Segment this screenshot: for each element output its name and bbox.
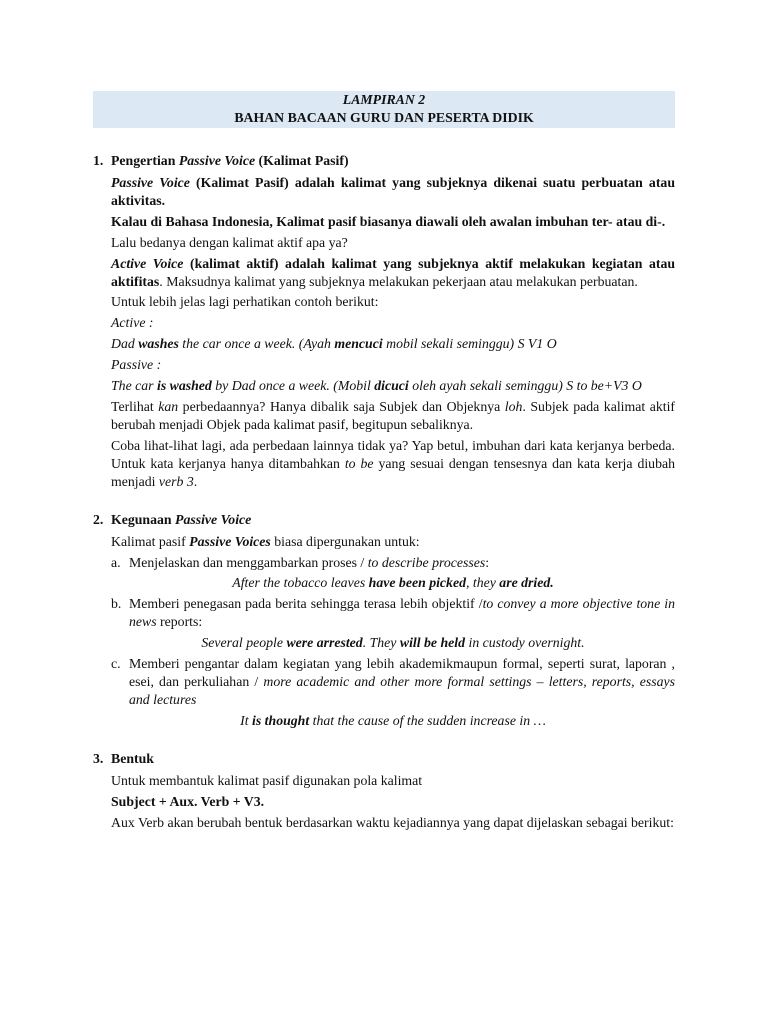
section-title: Kegunaan Passive Voice: [111, 511, 252, 527]
section-number: 1.: [93, 153, 104, 168]
paragraph-explanation: Terlihat kan perbedaannya? Hanya dibalik saja Subjek dan Objeknya loh. Subjek pada kalimat aktif berubah menjadi Objek pada kalimat pasif, begitupun sebaliknya.: [111, 399, 675, 432]
list-marker: c.: [111, 656, 121, 672]
list-marker: b.: [111, 596, 122, 612]
section-form: [93, 750, 675, 832]
paragraph-active-definition: Active Voice (kalimat aktif) adalah kalimat yang subjeknya aktif melakukan kegiatan atau aktifitas. Maksudnya kalimat yang subjeknya melakukan pekerjaan atau melakukan perbuatan.: [111, 255, 676, 289]
paragraph-verb-change: Coba lihat-lihat lagi, ada perbedaan lainnya tidak ya? Yap betul, imbuhan dari kata kerjanya berbeda. Untuk kata kerjanya hanya ditambahkan to be yang sesuai dengan tensesnya dan kata kerja diubah menjadi verb 3.: [111, 437, 675, 489]
example-sentence: Several people were arrested. They will be held in custody overnight.: [201, 635, 585, 651]
section-title: Pengertian Passive Voice (Kalimat Pasif): [111, 153, 349, 168]
header-title: BAHAN BACAAN GURU DAN PESERTA DIDIK: [234, 110, 534, 126]
example-sentence: After the tobacco leaves have been picked, they are dried.: [232, 575, 554, 591]
paragraph-pattern: Subject + Aux. Verb + V3.: [111, 793, 265, 809]
list-item: [111, 655, 675, 709]
paragraph-usage-intro: Kalimat pasif Passive Voices biasa dipergunakan untuk:: [111, 533, 420, 549]
section-definition: [93, 152, 675, 491]
list-item-text: Menjelaskan dan menggambarkan proses / to describe processes:: [129, 554, 490, 570]
section-heading: [93, 511, 675, 529]
section-usage: [93, 511, 675, 730]
section-content: [111, 174, 675, 491]
list-item-text: Memberi pengantar dalam kegiatan yang lebih akademikmaupun formal, seperti surat, laporan , esei, dan perkuliahan / more academic and other more formal settings – letters, reports, essays and lectures: [129, 656, 676, 707]
list-marker: a.: [111, 554, 121, 570]
section-number: 3.: [93, 750, 104, 766]
paragraph-question: Lalu bedanya dengan kalimat aktif apa ya?: [111, 234, 348, 250]
paragraph-passive-definition: Passive Voice (Kalimat Pasif) adalah kalimat yang subjeknya dikenai suatu perbuatan atau aktivitas.: [111, 174, 675, 208]
document-header: [93, 91, 675, 128]
document-body: [93, 152, 675, 852]
paragraph-aux-verb: Aux Verb akan berubah bentuk berdasarkan waktu kejadiannya yang dapat dijelaskan sebagai berikut:: [111, 814, 674, 830]
label-passive: Passive :: [111, 357, 162, 373]
list-item-text: Memberi penegasan pada berita sehingga terasa lebih objektif /to convey a more objective tone in news reports:: [129, 596, 675, 630]
section-heading: [93, 750, 675, 768]
section-number: 2.: [93, 511, 104, 527]
section-content: [111, 772, 675, 832]
example-passive: The car is washed by Dad once a week. (Mobil dicuci oleh ayah sekali seminggu) S to be+V3 O: [111, 378, 642, 394]
example-active: Dad washes the car once a week. (Ayah mencuci mobil sekali seminggu) S V1 O: [111, 336, 557, 352]
section-content: [111, 533, 675, 730]
section-heading: [93, 152, 675, 170]
section-title: Bentuk: [111, 750, 154, 766]
paragraph-example-intro: Untuk lebih jelas lagi perhatikan contoh berikut:: [111, 294, 379, 310]
label-active: Active :: [111, 315, 154, 331]
paragraph-pattern-intro: Untuk membantuk kalimat pasif digunakan pola kalimat: [111, 772, 423, 788]
paragraph-indonesian-passive: Kalau di Bahasa Indonesia, Kalimat pasif biasanya diawali oleh awalan imbuhan ter- atau di-.: [111, 213, 666, 229]
header-appendix-label: LAMPIRAN 2: [342, 92, 426, 107]
list-item: [111, 595, 675, 631]
list-item: [111, 554, 675, 572]
example-sentence: It is thought that the cause of the sudden increase in …: [240, 712, 546, 728]
